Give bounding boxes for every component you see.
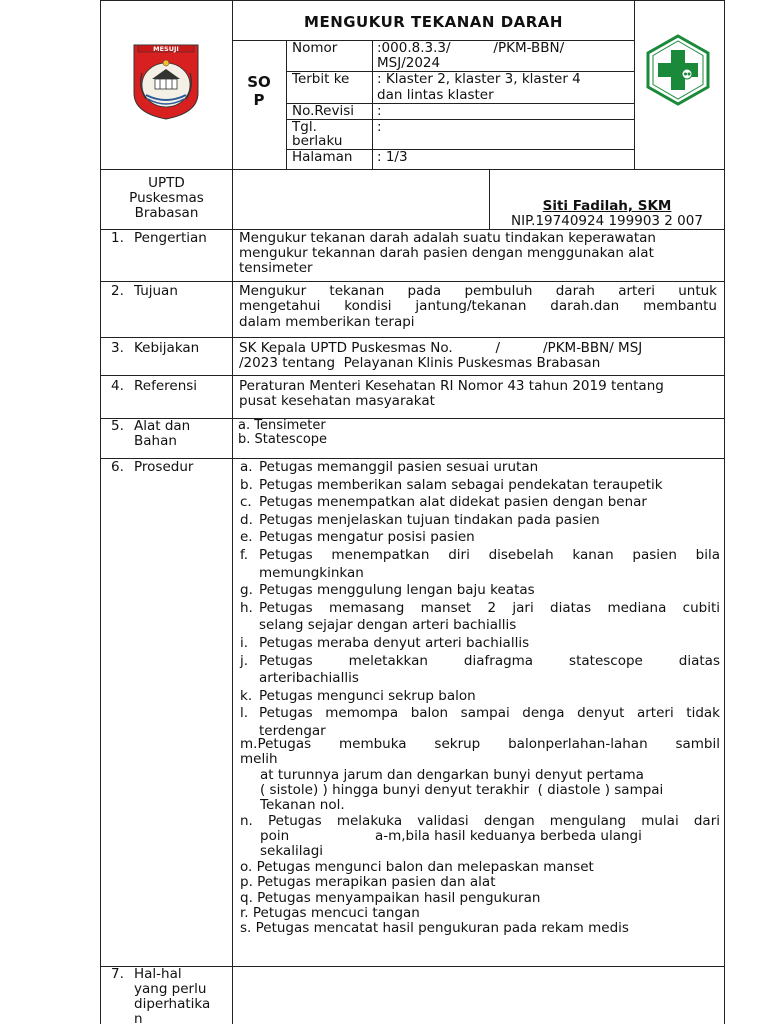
kebijakan-line: /2023 tentang Pelayanan Klinis Puskesmas Brabasan: [239, 355, 601, 371]
list-item: g. Petugas menggulung lengan baju keatas: [240, 582, 535, 599]
prosedur-item-m: ( sistole) ) hingga bunyi denyut terakhir ( diastole ) sampai: [260, 782, 664, 798]
field-label-nomor: Nomor: [292, 40, 338, 56]
section-number: 2.: [111, 283, 124, 299]
section-label-bahan: Bahan: [134, 433, 177, 449]
field-value-nomor-2: MSJ/2024: [377, 55, 441, 71]
list-item-cont: memungkinkan: [259, 564, 364, 581]
prosedur-item-m: at turunnya jarum dan dengarkan bunyi denyut pertama: [260, 767, 644, 783]
pengertian-line: mengukur tekannan darah pasien dengan menggunakan alat: [239, 245, 654, 261]
list-item: l. Petugas memompa balon sampai denga denyut arteri tidak: [240, 705, 720, 722]
alat-item: b. Statescope: [238, 432, 328, 447]
document-title: MENGUKUR TEKANAN DARAH: [304, 13, 563, 31]
section-label-tujuan: Tujuan: [134, 283, 178, 299]
tujuan-line: mengetahui kondisi jantung/tekanan darah.dan membantu: [239, 298, 717, 314]
unit-name: UPTD Puskesmas Brabasan: [129, 175, 204, 221]
prosedur-item-m: Tekanan nol.: [260, 797, 345, 813]
prosedur-item-n: poin a-m,bila hasil keduanya berbeda ulangi: [260, 828, 642, 844]
prosedur-item-n: n. Petugas melakuka validasi dengan mengulang mulai dari: [240, 813, 720, 829]
field-value-terbit: : Klaster 2, klaster 3, klaster 4: [377, 71, 581, 87]
section-label-hal: diperhatika: [134, 996, 211, 1012]
list-item-cont: arteribachiallis: [259, 670, 359, 687]
tujuan-line: Mengukur tekanan pada pembuluh darah arteri untuk: [239, 283, 717, 299]
field-value-tgl: :: [377, 119, 382, 135]
field-value-halaman: : 1/3: [377, 149, 408, 165]
prosedur-item-p: p. Petugas merapikan pasien dan alat: [240, 874, 496, 890]
field-label-terbit: Terbit ke: [292, 71, 350, 87]
alat-item: a. Tensimeter: [238, 418, 326, 433]
list-item-cont: selang sejajar dengan arteri bachiallis: [259, 617, 517, 634]
section-label-hal: Hal-hal: [134, 966, 182, 982]
prosedur-item-m: m.Petugas membuka sekrup balonperlahan-lahan sambil: [240, 736, 720, 752]
field-label-halaman: Halaman: [292, 149, 353, 165]
section-number: 6.: [111, 459, 124, 475]
section-number: 5.: [111, 418, 124, 434]
mesuji-regency-logo: [132, 43, 200, 121]
field-value-nomor: :000.8.3.3/ /PKM-BBN/: [377, 40, 565, 56]
prosedur-item-q: q. Petugas menyampaikan hasil pengukuran: [240, 890, 541, 906]
section-number: 4.: [111, 378, 124, 394]
section-label-prosedur: Prosedur: [134, 459, 194, 475]
signatory-nip: NIP.19740924 199903 2 007: [511, 213, 703, 229]
prosedur-item-s: s. Petugas mencatat hasil pengukuran pada rekam medis: [240, 920, 629, 936]
prosedur-item-r: r. Petugas mencuci tangan: [240, 905, 420, 921]
pengertian-line: Mengukur tekanan darah adalah suatu tindakan keperawatan: [239, 230, 656, 246]
section-label-hal: yang perlu: [134, 981, 207, 997]
section-label-alat: Alat dan: [134, 418, 191, 434]
field-label-revisi: No.Revisi: [292, 103, 355, 119]
list-item: d. Petugas menjelaskan tujuan tindakan pada pasien: [240, 511, 600, 528]
field-value-terbit-2: dan lintas klaster: [377, 87, 494, 103]
list-item: c. Petugas menempatkan alat didekat pasien dengan benar: [240, 494, 647, 511]
section-label-pengertian: Pengertian: [134, 230, 207, 246]
list-item: j. Petugas meletakkan diafragma statescope diatas: [240, 652, 720, 669]
signatory-name: Siti Fadilah, SKM: [542, 198, 672, 214]
section-label-kebijakan: Kebijakan: [134, 340, 200, 356]
prosedur-list: [240, 459, 720, 741]
section-label-referensi: Referensi: [134, 378, 198, 394]
prosedur-item-o: o. Petugas mengunci balon dan melepaskan manset: [240, 859, 594, 875]
list-item: i. Petugas meraba denyut arteri bachiallis: [240, 634, 530, 651]
list-item: a. Petugas memanggil pasien sesuai urutan: [240, 459, 539, 475]
field-label-berlaku: berlaku: [292, 133, 343, 149]
kebijakan-line: SK Kepala UPTD Puskesmas No. / /PKM-BBN/ MSJ: [239, 340, 643, 356]
list-item: f. Petugas menempatkan diri disebelah kanan pasien bila: [240, 546, 720, 563]
list-item: b. Petugas memberikan salam sebagai pendekatan teraupetik: [240, 476, 663, 493]
svg-text:MESUJI: MESUJI: [153, 45, 179, 53]
prosedur-item-m: melih: [240, 751, 278, 767]
section-label-hal: n: [134, 1011, 143, 1027]
puskesmas-logo: [642, 34, 714, 106]
pengertian-line: tensimeter: [239, 260, 313, 276]
section-number: 7.: [111, 966, 124, 982]
field-label-tgl: Tgl.: [292, 119, 317, 135]
referensi-line: pusat kesehatan masyarakat: [239, 393, 435, 409]
tujuan-line: dalam memberikan terapi: [239, 314, 415, 330]
list-item: e. Petugas mengatur posisi pasien: [240, 529, 475, 546]
field-value-revisi: :: [377, 103, 382, 119]
prosedur-item-n: sekalilagi: [260, 843, 324, 859]
list-item-cont: terdengar: [259, 722, 326, 739]
referensi-line: Peraturan Menteri Kesehatan RI Nomor 43 tahun 2019 tentang: [239, 378, 664, 394]
list-item: k. Petugas mengunci sekrup balon: [240, 687, 476, 704]
section-number: 1.: [111, 230, 124, 246]
section-number: 3.: [111, 340, 124, 356]
list-item: h. Petugas memasang manset 2 jari diatas mediana cubiti: [240, 599, 720, 616]
sop-label: SO P: [247, 73, 271, 109]
